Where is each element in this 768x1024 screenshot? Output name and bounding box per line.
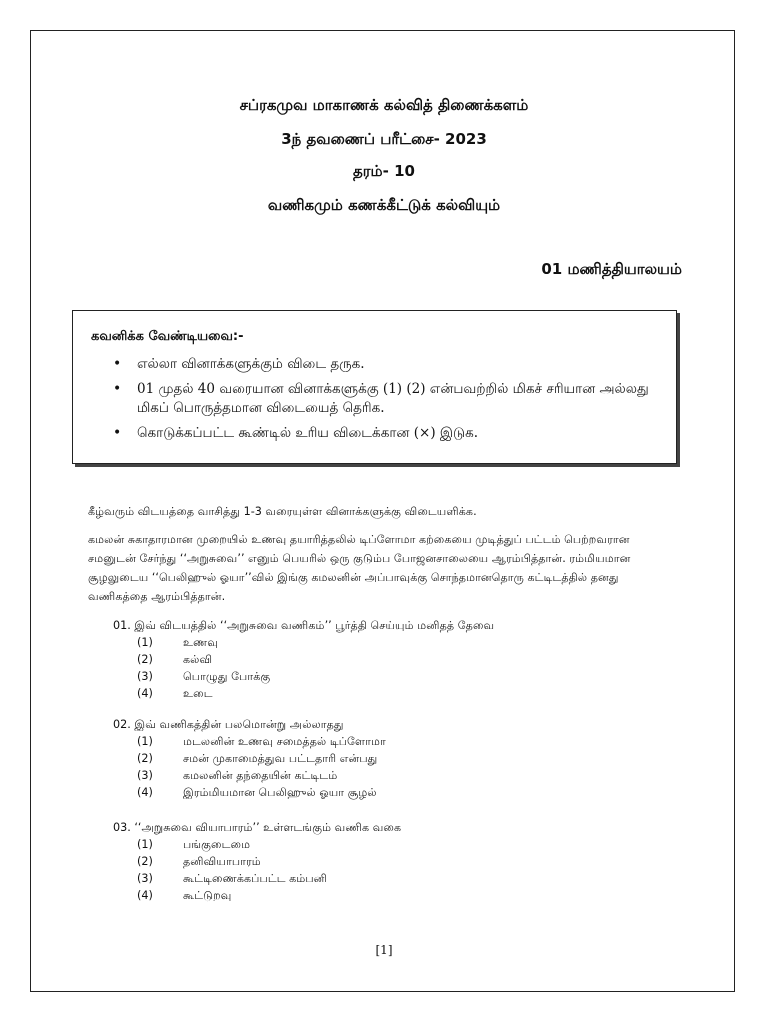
option-text: கமலனின் தந்தையின் கட்டிடம் [183, 769, 338, 782]
bullet-icon: • [113, 425, 122, 441]
option-number: (4) [137, 889, 153, 902]
option-text: தனிவியாபாரம் [183, 855, 261, 868]
intro-text: கீழ்வரும் விடயத்தை வாசித்து 1-3 வரையுள்ள வினாக்களுக்கு விடையளிக்க. [88, 505, 477, 518]
question-stem: 03. ‘‘அறுசுவை வியாபாரம்’’ உள்ளடங்கும் வணிக வகை [113, 821, 402, 834]
option-number: (1) [137, 838, 153, 851]
instruction-item [111, 355, 671, 374]
option-row [113, 870, 653, 887]
page-number: [1] [375, 943, 393, 957]
option-row [113, 784, 653, 801]
option-row [113, 651, 653, 668]
question-stem: 01. இவ் விடயத்தில் ‘‘அறுசுவை வணிகம்’’ பூர்த்தி செய்யும் மனிதத் தேவை [113, 619, 495, 632]
instruction-text: கொடுக்கப்பட்ட கூண்டில் உரிய விடைக்கான (×) இடுக. [137, 425, 479, 441]
passage-text: கமலன் சுகாதாரமான முறையில் உணவு தயாரித்தலில் டிப்ளோமா கற்கையை முடித்துப் பட்டம் பெற்றவரான சமனுடன் சேர்ந்து ‘‘அறுசுவை’’ எனும் பெயரில் ஒரு குடும்ப போஜனசாலையை ஆரம்பித்தான். ரம்மியமான சூழலுடைய ‘‘பெலிஹுல் ஓயா’’வில் இங்கு கமலனின் அப்பாவுக்கு சொந்தமானதொரு கட்டிடத்தில் தனது வணிகத்தை ஆரம்பித்தான். [88, 533, 631, 603]
exam-title: 3ந் தவணைப் பரீட்சை- 2023 [281, 130, 487, 148]
question-stem: 02. இவ் வணிகத்தின் பலமொன்று அல்லாதது [113, 718, 344, 731]
option-text: சமன் முகாமைத்துவ பட்டதாரி என்பது [183, 752, 378, 765]
option-text: உடை [183, 687, 213, 700]
option-text: பொழுது போக்கு [183, 670, 271, 683]
option-row [113, 750, 653, 767]
instructions-title: கவனிக்க வேண்டியவை:- [91, 329, 244, 344]
option-text: இரம்மியமான பெலிஹுல் ஓயா சூழல் [183, 786, 377, 799]
question-2 [113, 716, 653, 801]
option-number: (1) [137, 636, 153, 649]
option-number: (2) [137, 653, 153, 666]
option-text: கூட்டிணைக்கப்பட்ட கம்பனி [183, 872, 328, 885]
option-text: கூட்டுறவு [183, 889, 232, 902]
instruction-text: எல்லா வினாக்களுக்கும் விடை தருக. [137, 356, 365, 372]
option-text: கல்வி [183, 653, 213, 666]
instruction-item [111, 424, 671, 443]
instruction-item [111, 380, 671, 418]
option-number: (2) [137, 752, 153, 765]
option-row [113, 836, 653, 853]
question-3 [113, 819, 653, 904]
option-row [113, 668, 653, 685]
option-row [113, 853, 653, 870]
option-text: மடலனின் உணவு சமைத்தல் டிப்ளோமா [183, 735, 386, 748]
option-number: (1) [137, 735, 153, 748]
option-row [113, 887, 653, 904]
grade-title: தரம்- 10 [353, 162, 415, 180]
option-text: உணவு [183, 636, 219, 649]
instructions-list [111, 355, 671, 449]
option-row [113, 767, 653, 784]
option-number: (4) [137, 687, 153, 700]
option-number: (3) [137, 872, 153, 885]
option-text: பங்குடைமை [183, 838, 251, 851]
instructions-box [72, 310, 677, 464]
option-number: (4) [137, 786, 153, 799]
bullet-icon: • [113, 381, 122, 397]
bullet-icon: • [113, 356, 122, 372]
option-row [113, 733, 653, 750]
question-1 [113, 617, 653, 702]
department-title: சப்ரகமுவ மாகாணக் கல்வித் திணைக்களம் [239, 96, 529, 114]
paper-duration: 01 மணித்தியாலயம் [541, 260, 682, 278]
subject-title: வணிகமும் கணக்கீட்டுக் கல்வியும் [267, 196, 501, 214]
option-number: (2) [137, 855, 153, 868]
option-number: (3) [137, 769, 153, 782]
option-row [113, 685, 653, 702]
option-number: (3) [137, 670, 153, 683]
option-row [113, 634, 653, 651]
instruction-text: 01 முதல் 40 வரையான வினாக்களுக்கு (1) (2) என்பவற்றில் மிகச் சரியான அல்லது மிகப் பொருத்தமான விடையைத் தெரிக. [137, 381, 649, 416]
